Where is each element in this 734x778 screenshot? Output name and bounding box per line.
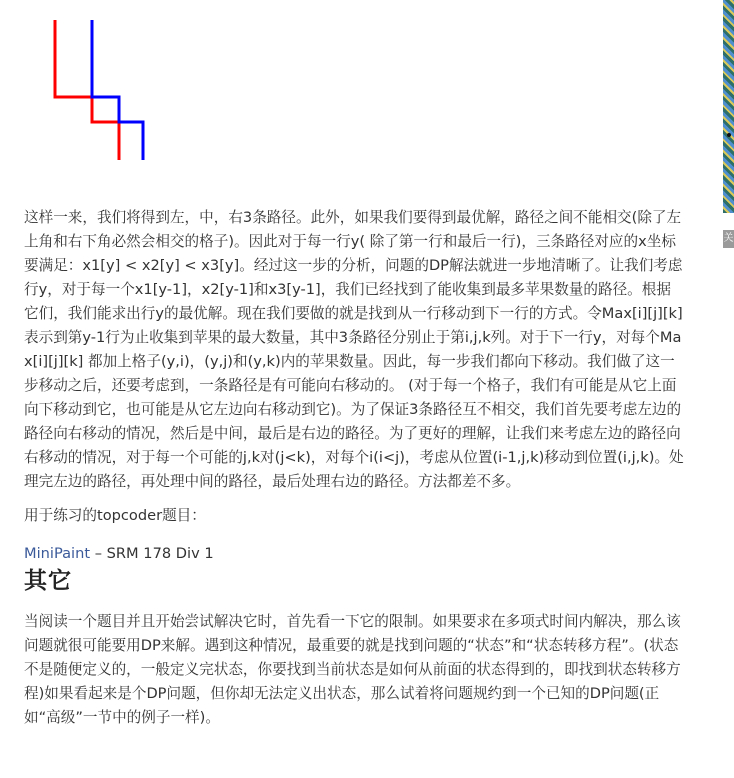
red-path	[55, 20, 119, 160]
paragraph-practice-intro: 用于练习的topcoder题目：	[24, 507, 206, 524]
minipaint-link[interactable]: MiniPaint	[24, 545, 91, 562]
paragraph-other-tips: 当阅读一个题目并且开始尝试解决它时，首先看一下它的限制。如果要求在多项式时间内解决，那么该问题就很可能要用DP来解。遇到这种情况，最重要的就是找到问题的“状态”和“状态转移方程”。(状态不是随便定义的，一般定义完状态，你要找到当前状态是如何从前面的状态得到的，即找到状态转移方程)如果看起来是个DP问题，但你却无法定义出状态，那么试着将问题规约到一个已知的DP问题(正如“高级”一节中的例子一样)。	[24, 613, 681, 726]
sidebar-dot	[727, 133, 731, 137]
three-paths-diagram	[0, 0, 200, 200]
sidebar-close-tab[interactable]: 关	[723, 230, 734, 248]
practice-problem-line	[24, 542, 684, 566]
sidebar-ad-image[interactable]	[723, 0, 734, 213]
practice-problem-suffix: – SRM 178 Div 1	[90, 545, 214, 562]
paragraph-dp-paths: 这样一来，我们将得到左，中，右3条路径。此外，如果我们要得到最优解，路径之间不能相交(除了左上角和右下角必然会相交的格子)。因此对于每一行y( 除了第一行和最后一行)，三条路径对应的x坐标要满足：x1[y] < x2[y] < x3[y]。经过这一步的分析，问题的DP解法就进一步地清晰了。让我们考虑行y，对于每一个x1[y-1]，x2[y-1]和x3[y-1]，我们已经找到了能收集到最多苹果数量的路径。根据它们，我们能求出行y的最优解。现在我们要做的就是找到从一行移动到下一行的方式。令Max[i][j][k]表示到第y-1行为止收集到苹果的最大数量，其中3条路径分别止于第i,j,k列。对于下一行y，对每个Max[i][j][k] 都加上格子(y,i)，(y,j)和(y,k)内的苹果数量。因此，每一步我们都向下移动。我们做了这一步移动之后，还要考虑到，一条路径是有可能向右移动的。 (对于每一个格子，我们有可能是从它上面向下移动到它，也可能是从它左边向右移动到它)。为了保证3条路径互不相交，我们首先要考虑左边的路径向右移动的情况，然后是中间，最后是右边的路径。为了更好的理解，让我们来考虑左边的路径向右移动的情况，对于每一个可能的j,k对(j<k)，对每个i(i<j)，考虑从位置(i-1,j,k)移动到位置(i,j,k)。处理完左边的路径，再处理中间的路径，最后处理右边的路径。方法都差不多。	[24, 209, 684, 490]
section-heading-other: 其它	[24, 568, 72, 594]
article-body	[24, 206, 684, 730]
